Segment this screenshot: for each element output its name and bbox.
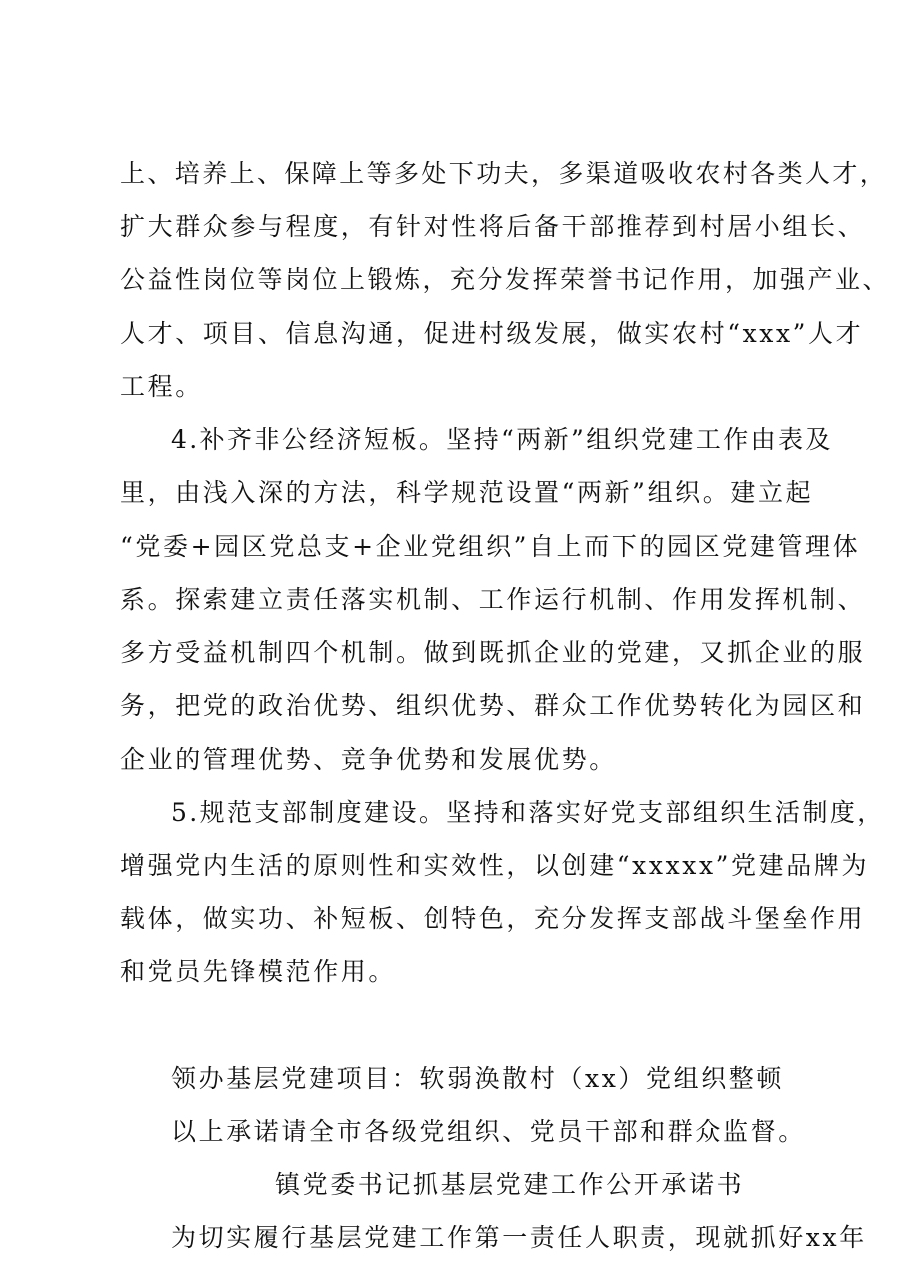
- project-line: 领办基层党建项目：软弱涣散村（xx）党组织整顿: [171, 1064, 784, 1093]
- text-line: 多方受益机制四个机制。做到既抓企业的党建，又抓企业的服: [120, 638, 866, 667]
- text-line: 为切实履行基层党建工作第一责任人职责，现就抓好xx年: [171, 1223, 867, 1252]
- paragraph-heading-5: 5.规范支部制度建设。坚持和落实好党支部组织生活制度，: [171, 798, 885, 827]
- text-line: 人才、项目、信息沟通，促进村级发展，做实农村“xxx”人才: [120, 319, 864, 348]
- text-line: 上、培养上、保障上等多处下功夫，多渠道吸收农村各类人才，: [120, 159, 888, 188]
- text-line: 务，把党的政治优势、组织优势、群众工作优势转化为园区和: [120, 691, 866, 720]
- text-line: 系。探索建立责任落实机制、工作运行机制、作用发挥机制、: [120, 585, 866, 614]
- supervision-line: 以上承诺请全市各级党组织、党员干部和群众监督。: [171, 1117, 806, 1146]
- text-line: 和党员先锋模范作用。: [120, 957, 397, 986]
- text-line: 增强党内生活的原则性和实效性，以创建“xxxxx”党建品牌为: [120, 851, 870, 880]
- text-line: 工程。: [120, 372, 203, 401]
- text-line: 里，由浅入深的方法，科学规范设置“两新”组织。建立起: [120, 478, 814, 507]
- text-line: “党委+园区党总支+企业党组织”自上而下的园区党建管理体: [120, 532, 861, 561]
- text-line: 公益性岗位等岗位上锻炼，充分发挥荣誉书记作用，加强产业、: [120, 265, 891, 294]
- text-line: 载体，做实功、补短板、创特色，充分发挥支部战斗堡垒作用: [120, 904, 866, 933]
- text-line: 企业的管理优势、竞争优势和发展优势。: [120, 745, 617, 774]
- paragraph-heading-4: 4.补齐非公经济短板。坚持“两新”组织党建工作由表及: [171, 425, 833, 454]
- section-title: 镇党委书记抓基层党建工作公开承诺书: [275, 1170, 745, 1199]
- text-line: 扩大群众参与程度，有针对性将后备干部推荐到村居小组长、: [120, 212, 866, 241]
